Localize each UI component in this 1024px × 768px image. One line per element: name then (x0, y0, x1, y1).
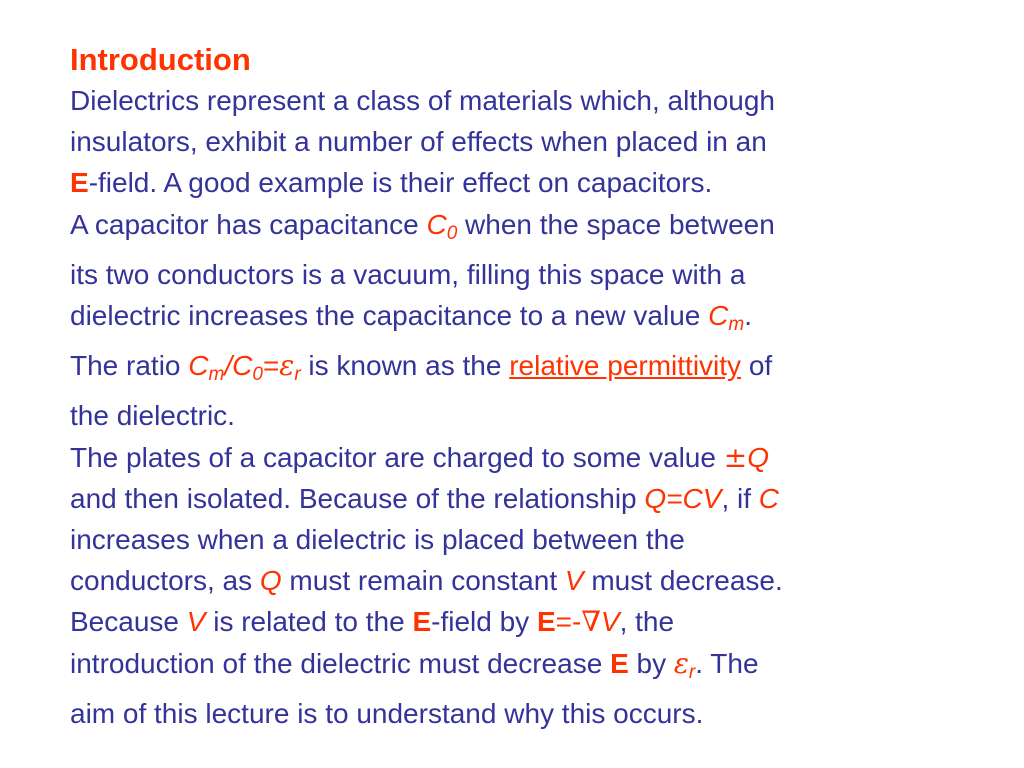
subscript: m (208, 364, 225, 386)
slide-title: Introduction (70, 42, 251, 77)
text: -field by (431, 606, 537, 638)
text: . The (695, 647, 759, 679)
text: by (628, 647, 674, 679)
subscript: r (294, 364, 301, 386)
symbol-C: C (708, 300, 729, 332)
text-line (70, 437, 970, 478)
symbol-C: C (426, 208, 447, 240)
symbol-E: E (610, 647, 629, 679)
text: of (741, 350, 773, 382)
symbol-C: C (758, 482, 780, 514)
text-line (70, 295, 970, 345)
text: increases when a dielectric is placed between the (70, 524, 685, 556)
text: its two conductors is a vacuum, filling this space with a (70, 258, 746, 290)
text: the dielectric. (70, 400, 235, 432)
text: conductors, as (70, 565, 260, 597)
text-line (70, 121, 970, 162)
symbol-C: C (188, 350, 209, 382)
subscript: 0 (446, 222, 458, 244)
symbol-Q: Q (747, 441, 769, 473)
text: must decrease. (583, 565, 783, 597)
symbol-V: V (600, 606, 620, 638)
text-line (70, 519, 970, 560)
text-line (70, 254, 970, 295)
text: and then isolated. Because of the relationship (70, 482, 645, 514)
text-line (70, 643, 970, 693)
symbol-V: V (186, 606, 206, 638)
epsilon-symbol: ε (279, 349, 295, 383)
text: introduction of the dielectric must decrease (70, 647, 611, 679)
symbol-E: E (536, 606, 556, 638)
text: The ratio (70, 350, 189, 382)
symbol-C: C (232, 350, 253, 382)
text: is related to the (205, 606, 413, 638)
text: Because (70, 606, 187, 638)
text: The plates of a capacitor are charged to some value (70, 441, 724, 473)
text-line (70, 162, 970, 203)
epsilon-symbol: ε (673, 646, 689, 680)
symbol-Q: Q (259, 565, 282, 597)
text: A capacitor has capacitance (70, 208, 427, 240)
subscript: m (728, 314, 745, 336)
equals: = (262, 350, 280, 382)
slash: / (224, 350, 233, 382)
text-line (70, 478, 970, 519)
subscript: r (688, 661, 696, 683)
text: , the (619, 606, 675, 638)
text: aim of this lecture is to understand why this occurs. (70, 697, 704, 729)
text-line (70, 601, 970, 642)
symbol-E: E (412, 606, 432, 638)
text-line (70, 395, 970, 436)
text: , if (721, 482, 759, 514)
text: Dielectrics represent a class of materials which, although (70, 85, 775, 116)
subscript: 0 (252, 364, 263, 386)
text-line (70, 693, 970, 734)
nabla-symbol: ∇ (581, 605, 601, 639)
text: insulators, exhibit a number of effects when placed in an (70, 126, 767, 158)
symbol-V: V (564, 565, 584, 597)
text: when the space between (457, 208, 775, 240)
text: -field. A good example is their effect on capacitors. (88, 167, 713, 199)
text: . (744, 300, 752, 332)
relative-permittivity-link[interactable]: relative permittivity (509, 350, 742, 382)
text: dielectric increases the capacitance to a new value (70, 300, 709, 332)
text-line (70, 80, 970, 121)
text: must remain constant (281, 565, 565, 597)
slide-content (70, 40, 970, 734)
equation-qcv: Q=CV (644, 482, 722, 514)
text-line (70, 204, 970, 254)
plus-minus-symbol: ± (723, 440, 748, 474)
equals-minus: =- (555, 606, 582, 638)
text-line (70, 345, 970, 395)
text: is known as the (300, 350, 510, 382)
text-line (70, 560, 970, 601)
symbol-E: E (70, 167, 89, 199)
